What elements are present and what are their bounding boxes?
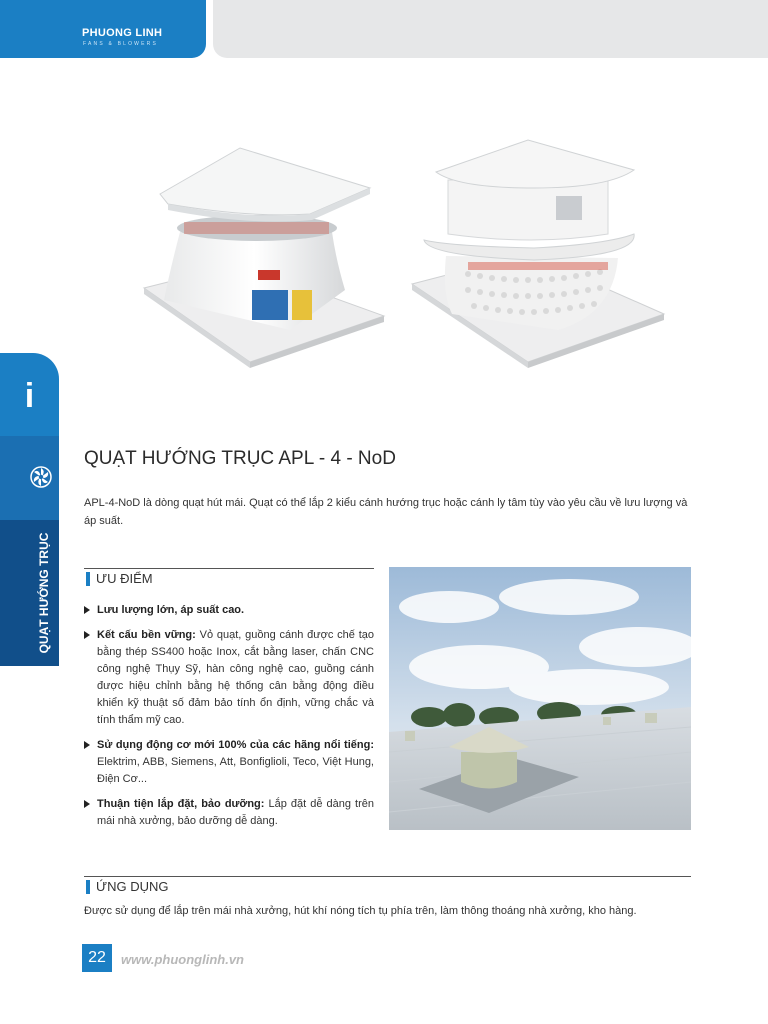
- advantages-heading-text: ƯU ĐIỂM: [96, 571, 153, 586]
- list-item-bold: Sử dụng động cơ mới 100% của các hãng nổi tiếng:: [97, 739, 374, 751]
- product-title: QUẠT HƯỚNG TRỤC APL - 4 - NoD: [84, 448, 396, 469]
- list-item: [84, 627, 374, 729]
- bullet-arrow-icon: [84, 800, 90, 808]
- logo-tagline: FANS & BLOWERS: [83, 41, 158, 47]
- sidebar-fan-tab: [0, 436, 59, 520]
- list-item-bold: Kết cấu bền vững:: [97, 629, 196, 641]
- header-gray-bar: [213, 0, 768, 58]
- list-item: [84, 602, 374, 619]
- bullet-arrow-icon: [84, 631, 90, 639]
- bullet-arrow-icon: [84, 741, 90, 749]
- list-item-bold: Thuận tiện lắp đặt, bảo dưỡng:: [97, 798, 265, 810]
- product-intro: APL-4-NoD là dòng quạt hút mái. Quạt có thể lắp 2 kiểu cánh hướng trục hoặc cánh ly tâm tùy vào yêu cầu về lưu lượng và áp suất.: [84, 497, 688, 527]
- advantages-list: [84, 602, 374, 838]
- website-link[interactable]: www.phuonglinh.vn: [121, 952, 244, 967]
- fan-icon: [0, 436, 59, 520]
- list-item: [84, 737, 374, 788]
- bullet-arrow-icon: [84, 606, 90, 614]
- list-item-text: Elektrim, ABB, Siemens, Att, Bonfiglioli, Teco, Việt Hung, Điện Cơ...: [97, 756, 374, 785]
- advantages-heading: [84, 568, 374, 590]
- application-text: Được sử dụng để lắp trên mái nhà xưởng, hút khí nóng tích tụ phía trên, làm thông thoáng nhà xưởng, kho hàng.: [84, 905, 637, 917]
- list-item-text: Lắp đặt dễ dàng trên mái nhà xưởng, bảo dưỡng dễ dàng.: [97, 798, 374, 827]
- info-icon: i: [24, 377, 35, 415]
- heading-bar: [86, 572, 90, 586]
- logo-name: PHUONG LINH: [82, 27, 163, 39]
- application-heading: [84, 876, 284, 898]
- application-heading-text: ỨNG DỤNG: [96, 879, 169, 894]
- advantages-divider: [84, 568, 374, 569]
- logo-tab: [0, 0, 206, 58]
- product-image-fan-closed: [140, 140, 390, 370]
- page-number: 22: [82, 944, 112, 972]
- list-item: [84, 796, 374, 830]
- sidebar-section-label: QUẠT HƯỚNG TRỤC: [37, 532, 51, 654]
- product-image-fan-open: [408, 134, 670, 370]
- heading-bar: [86, 880, 90, 894]
- roof-fan-photo: [389, 567, 691, 830]
- list-item-bold: Lưu lượng lớn, áp suất cao.: [97, 604, 245, 616]
- list-item-text: Vỏ quạt, guồng cánh được chế tạo bằng thép SS400 hoặc Inox, cắt bằng laser, chấn CNC công nghệ Thụy Sỹ, hàn công nghệ cao, guồng cánh được hiệu chỉnh bằng hệ thống cân bằng động điều khiển kỹ thuật số đảm bảo tính ổn định, vững chắc và tính thẩm mỹ cao.: [97, 629, 374, 726]
